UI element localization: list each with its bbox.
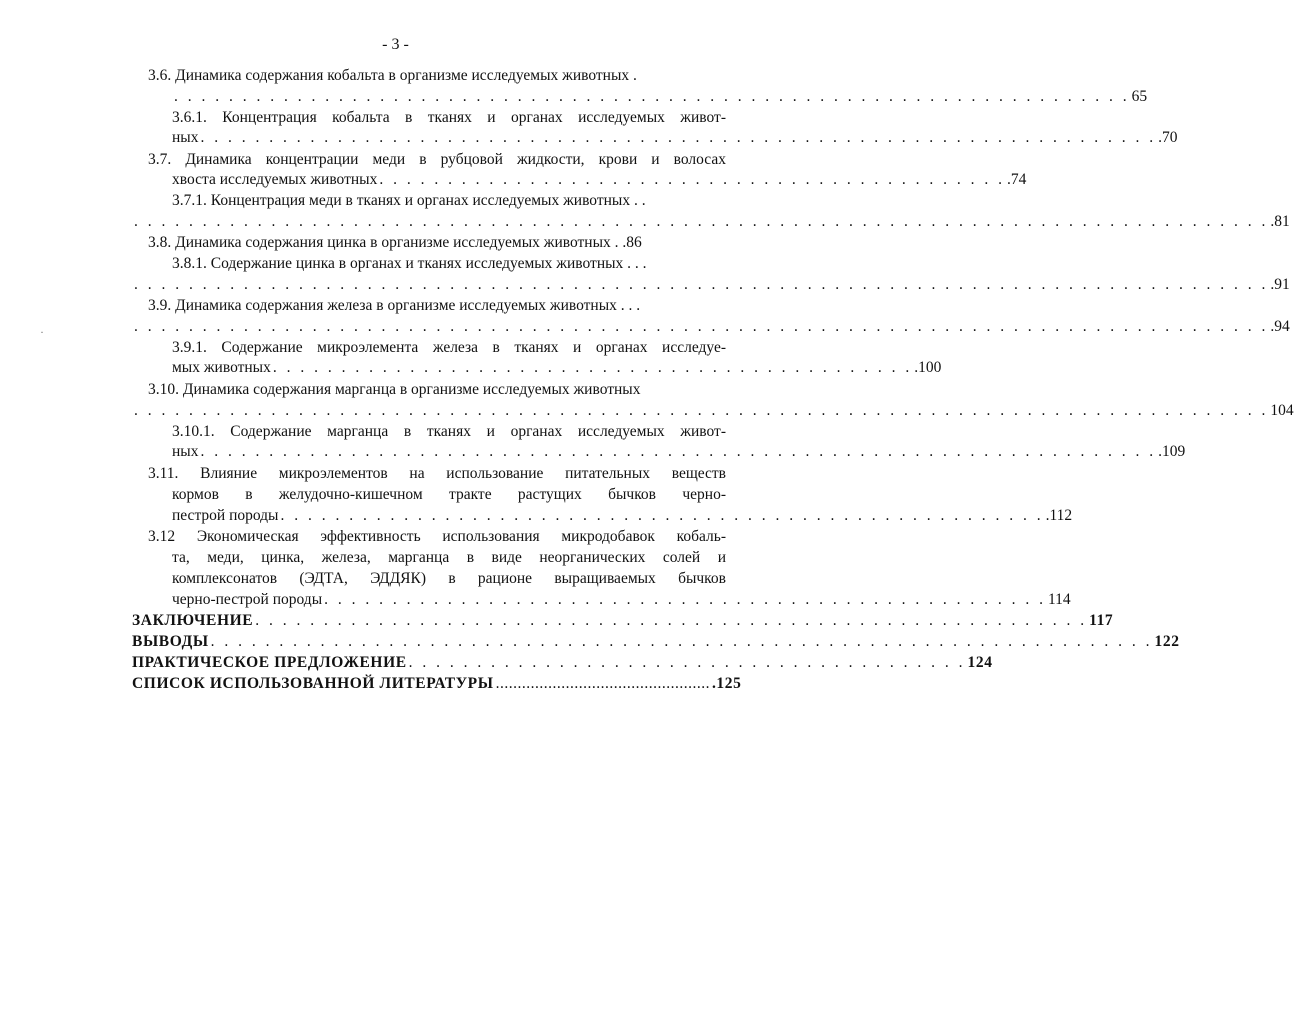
toc-3-9-page: .94 [1270,318,1290,335]
toc-references-title: СПИСОК ИСПОЛЬЗОВАННОЙ ЛИТЕРАТУРЫ [132,675,494,692]
toc-3-6-1-title: 3.6.1. Концентрация кобальта в тканях и органах исследуемых живот- [172,109,726,126]
toc-3-6-1-line2: ных . . . . . . . . . . . . . . . . . . . . . . . . . . . . . . . . . . . . . . . . . . . . . . . . . . . . . . . . . . . . . . . . . . . . . . .70 [172,129,1178,146]
toc-findings-page: 122 [1154,633,1180,650]
toc-3-7-title-cont: хвоста исследуемых животных [172,171,378,188]
toc-3-11-line3: пестрой породы . . . . . . . . . . . . . . . . . . . . . . . . . . . . . . . . . . . . . . . . . . . . . . . . . . . . . . . . .112 [172,507,1073,524]
toc-3-6-page: 65 [1131,88,1148,105]
toc-3-10-1-line2: ных . . . . . . . . . . . . . . . . . . . . . . . . . . . . . . . . . . . . . . . . . . . . . . . . . . . . . . . . . . . . . . . . . . . . . . .109 [172,443,1186,460]
toc-3-8-title: 3.8. Динамика содержания цинка в организме исследуемых животных . .86 [148,234,642,251]
toc-3-6-title: 3.6. Динамика содержания кобальта в организме исследуемых животных . [148,67,637,84]
toc-3-11-title-line2: кормов в желудочно-кишечном тракте растущих бычков черно- [172,486,726,503]
toc-3-9-1-title-cont: мых животных [172,359,271,376]
toc-3-7-page: .74 [1006,171,1027,188]
toc-conclusion: ЗАКЛЮЧЕНИЕ . . . . . . . . . . . . . . . . . . . . . . . . . . . . . . . . . . . . . . . . . . . . . . . . . . . . . . . . . . . . . 117 [132,612,1114,629]
toc-references: СПИСОК ИСПОЛЬЗОВАННОЙ ЛИТЕРАТУРЫ ................................................. .125 [132,675,742,692]
toc-3-11-title: 3.11. Влияние микроэлементов на использование питательных веществ [148,465,726,482]
toc-3-10-leader: . . . . . . . . . . . . . . . . . . . . . . . . . . . . . . . . . . . . . . . . . . . . . . . . . . . . . . . . . . . . . . . . . . . . . . . . . . . . . . . . . . . 104 [134,402,1294,419]
toc-3-9-leader: . . . . . . . . . . . . . . . . . . . . . . . . . . . . . . . . . . . . . . . . . . . . . . . . . . . . . . . . . . . . . . . . . . . . . . . . . . . . . . . . . . . .94 [134,318,1290,335]
toc-3-10-1-page: .109 [1158,443,1186,460]
toc-3-11-title-line3: пестрой породы [172,507,279,524]
toc-3-12-page: 114 [1047,591,1071,608]
toc-3-12-title-line3: комплексонатов (ЭДТА, ЭДДЯК) в рационе выращиваемых бычков [172,570,726,587]
toc-references-page: .125 [711,675,742,692]
toc-3-8-1-title: 3.8.1. Содержание цинка в органах и тканях исследуемых животных . . . [172,255,647,272]
toc-findings-title: ВЫВОДЫ [132,633,209,650]
toc-3-6-leader: . . . . . . . . . . . . . . . . . . . . . . . . . . . . . . . . . . . . . . . . . . . . . . . . . . . . . . . . . . . . . . . . . . . . . . 65 [174,88,1148,105]
toc-3-7-line2: хвоста исследуемых животных . . . . . . . . . . . . . . . . . . . . . . . . . . . . . . . . . . . . . . . . . . . . . . .74 [172,171,1027,188]
toc-3-10-page: 104 [1270,402,1294,419]
toc-3-10-1-title: 3.10.1. Содержание марганца в тканях и органах исследуемых живот- [172,423,726,440]
toc-3-10-1-title-cont: ных [172,443,199,460]
toc-3-9-title: 3.9. Динамика содержания железа в организме исследуемых животных . . . [148,297,641,314]
toc-3-12-title-line2: та, меди, цинка, железа, марганца в виде неорганических солей и [172,549,726,566]
toc-3-6-1-title-cont: ных [172,129,199,146]
toc-3-9-1-page: .100 [914,359,942,376]
toc-3-10-title: 3.10. Динамика содержания марганца в организме исследуемых животных [148,381,641,398]
toc-3-7-title: 3.7. Динамика концентрации меди в рубцовой жидкости, крови и волосах [148,151,726,168]
toc-3-12-line4: черно-пестрой породы . . . . . . . . . . . . . . . . . . . . . . . . . . . . . . . . . . . . . . . . . . . . . . . . . . . . . 114 [172,591,1071,608]
toc-3-9-1-line2: мых животных . . . . . . . . . . . . . . . . . . . . . . . . . . . . . . . . . . . . . . . . . . . . . . . .100 [172,359,942,376]
toc-practical-page: 124 [967,654,993,671]
toc-3-9-1-title: 3.9.1. Содержание микроэлемента железа в тканях и органах исследуе- [172,339,726,356]
toc-3-6-1-page: .70 [1158,129,1178,146]
toc-3-8-1-page: .91 [1270,276,1290,293]
margin-mark: · [40,325,44,339]
toc-3-7-1-title: 3.7.1. Концентрация меди в тканях и органах исследуемых животных . . [172,192,646,209]
toc-3-7-1-page: .81 [1270,213,1290,230]
toc-conclusion-title: ЗАКЛЮЧЕНИЕ [132,612,254,629]
toc-3-11-page: .112 [1045,507,1073,524]
toc-3-7-1-leader: . . . . . . . . . . . . . . . . . . . . . . . . . . . . . . . . . . . . . . . . . . . . . . . . . . . . . . . . . . . . . . . . . . . . . . . . . . . . . . . . . . . .81 [134,213,1290,230]
toc-practical-title: ПРАКТИЧЕСКОЕ ПРЕДЛОЖЕНИЕ [132,654,407,671]
toc-3-12-title-line4: черно-пестрой породы [172,591,323,608]
toc-practical: ПРАКТИЧЕСКОЕ ПРЕДЛОЖЕНИЕ . . . . . . . . . . . . . . . . . . . . . . . . . . . . . . . . . . . . . . . . . 124 [132,654,993,671]
toc-conclusion-page: 117 [1089,612,1114,629]
page-number: - 3 - [382,36,409,53]
toc-findings: ВЫВОДЫ . . . . . . . . . . . . . . . . . . . . . . . . . . . . . . . . . . . . . . . . . . . . . . . . . . . . . . . . . . . . . . . . . . . . . 122 [132,633,1180,650]
toc-3-8-1-leader: . . . . . . . . . . . . . . . . . . . . . . . . . . . . . . . . . . . . . . . . . . . . . . . . . . . . . . . . . . . . . . . . . . . . . . . . . . . . . . . . . . . .91 [134,276,1290,293]
toc-3-12-title: 3.12 Экономическая эффективность использования микродобавок кобаль- [148,528,726,545]
